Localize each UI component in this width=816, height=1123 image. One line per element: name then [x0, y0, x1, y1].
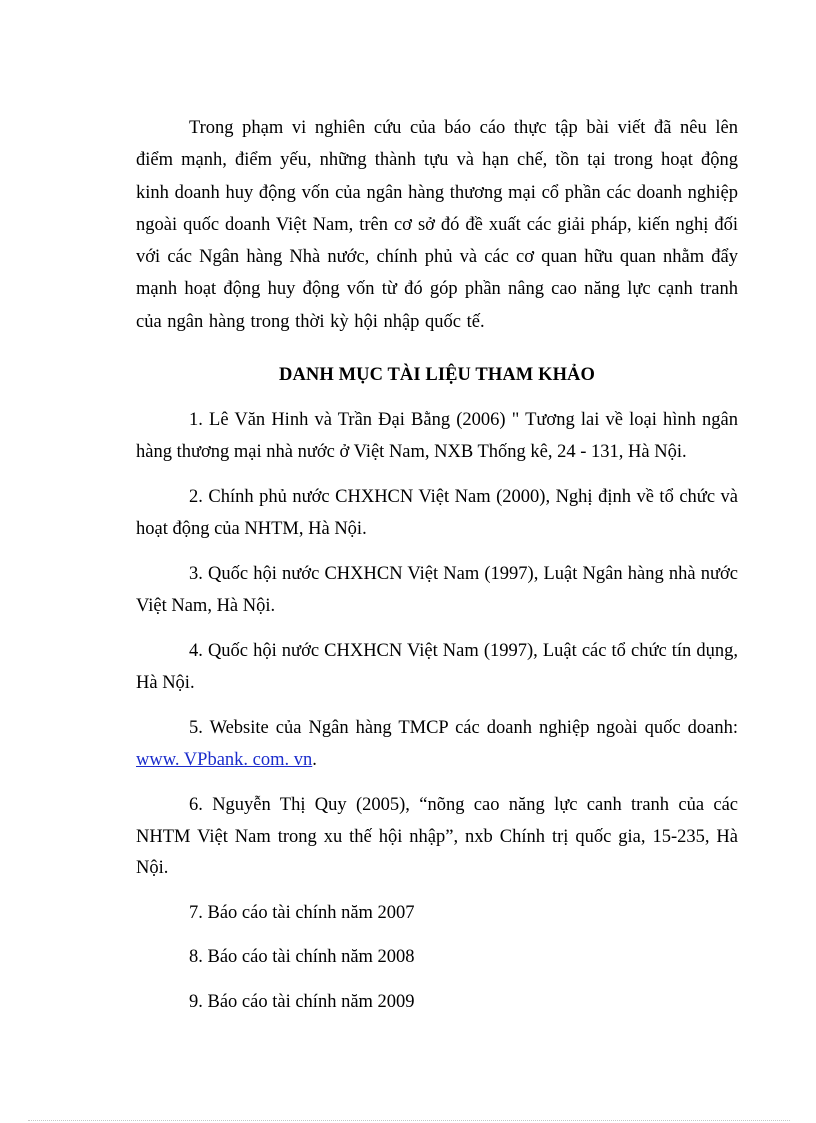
reference-item-7: 7. Báo cáo tài chính năm 2007: [189, 902, 415, 923]
reference-item-3: 3. Quốc hội nước CHXHCN Việt Nam (1997), Luật Ngân hàng nhà nước Việt Nam, Hà Nội.: [136, 564, 738, 616]
reference-item-4: 4. Quốc hội nước CHXHCN Việt Nam (1997), Luật các tổ chức tín dụng, Hà Nội.: [136, 641, 738, 693]
reference-item-5: [136, 713, 738, 776]
reference-item-9: 9. Báo cáo tài chính năm 2009: [189, 991, 415, 1012]
document-page: [136, 112, 738, 1018]
page-bottom-divider: [28, 1120, 790, 1121]
reference-item-6: 6. Nguyễn Thị Quy (2005), “nõng cao năng lực canh tranh của các NHTM Việt Nam trong xu thế hội nhập”, nxb Chính trị quốc gia, 15-235, Hà Nội.: [136, 795, 738, 879]
references-heading: DANH MỤC TÀI LIỆU THAM KHẢO: [278, 365, 596, 386]
intro-paragraph: Trong phạm vi nghiên cứu của báo cáo thực tập bài viết đã nêu lên điểm mạnh, điểm yếu, những thành tựu và hạn chế, tồn tại trong hoạt động kinh doanh huy động vốn của ngân hàng thương mại cổ phần các doanh nghiệp ngoài quốc doanh Việt Nam, trên cơ sở đó đề xuất các giải pháp, kiến nghị đối với các Ngân hàng Nhà nước, chính phủ và các cơ quan hữu quan nhằm đẩy mạnh hoạt động huy động vốn từ đó góp phần nâng cao năng lực cạnh tranh của ngân hàng trong thời kỳ hội nhập quốc tế.: [136, 118, 738, 332]
reference-item-8: 8. Báo cáo tài chính năm 2008: [189, 947, 415, 968]
reference-item-5-suffix: .: [312, 749, 317, 770]
references-list: [136, 405, 738, 1018]
reference-item-2: 2. Chính phủ nước CHXHCN Việt Nam (2000), Nghị định về tổ chức và hoạt động của NHTM, Hà Nội.: [136, 487, 738, 539]
reference-item-5-text: 5. Website của Ngân hàng TMCP các doanh nghiệp ngoài quốc doanh:: [189, 718, 738, 739]
vpbank-website-link[interactable]: www. VPbank. com. vn: [136, 749, 313, 770]
reference-item-1: 1. Lê Văn Hinh và Trần Đại Bằng (2006) " Tương lai về loại hình ngân hàng thương mại nhà nước ở Việt Nam, NXB Thống kê, 24 - 131, Hà Nội.: [136, 410, 738, 462]
